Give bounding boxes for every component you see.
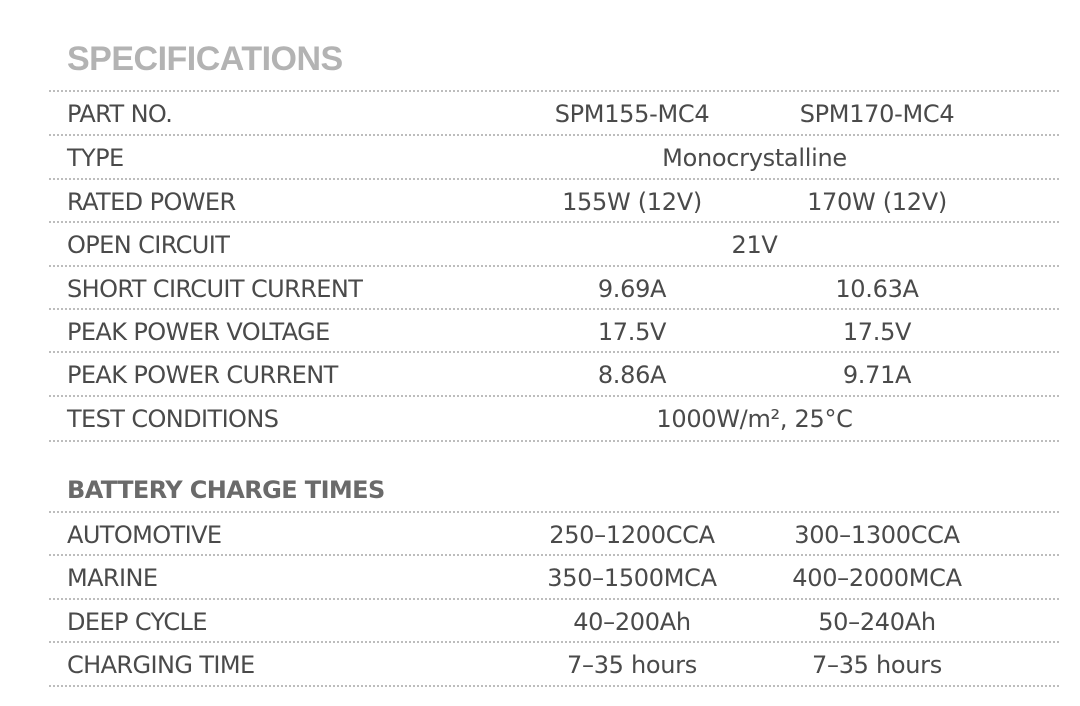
battery-section-header bbox=[67, 470, 1027, 510]
value-spm170: 10.63A bbox=[835, 275, 919, 303]
divider bbox=[49, 685, 1059, 687]
divider bbox=[49, 641, 1059, 643]
row-label: AUTOMOTIVE bbox=[67, 521, 222, 549]
divider bbox=[49, 265, 1059, 267]
value-spm155: 9.69A bbox=[597, 275, 667, 303]
value-spm155: 155W (12V) bbox=[562, 188, 702, 216]
row-label: SHORT CIRCUIT CURRENT bbox=[67, 275, 363, 303]
row-label: PEAK POWER VOLTAGE bbox=[67, 318, 330, 346]
divider bbox=[49, 554, 1059, 556]
divider bbox=[49, 351, 1059, 353]
value-spm170: 400–2000MCA bbox=[792, 564, 962, 592]
value-spm170: SPM170-MC4 bbox=[799, 100, 955, 128]
value-spm155: 40–200Ah bbox=[573, 608, 691, 636]
value-spm155: SPM155-MC4 bbox=[554, 100, 710, 128]
divider bbox=[49, 134, 1059, 136]
value-spm170: 300–1300CCA bbox=[794, 521, 960, 549]
divider bbox=[49, 90, 1059, 92]
row-label: OPEN CIRCUIT bbox=[67, 231, 230, 259]
divider bbox=[49, 308, 1059, 310]
spec-row-part-no bbox=[67, 94, 1027, 134]
value-spm170: 50–240Ah bbox=[818, 608, 936, 636]
value-spm155: 8.86A bbox=[597, 361, 667, 389]
value-spm155: 250–1200CCA bbox=[549, 521, 715, 549]
battery-row-charging-time bbox=[67, 645, 1027, 685]
divider bbox=[49, 511, 1059, 513]
value-spm170: 170W (12V) bbox=[807, 188, 947, 216]
value-shared: 21V bbox=[731, 231, 778, 259]
spec-row-open-circuit bbox=[67, 225, 1027, 265]
value-shared: 1000W/m², 25°C bbox=[656, 405, 853, 433]
battery-row-automotive bbox=[67, 515, 1027, 555]
row-label: MARINE bbox=[67, 564, 158, 592]
row-label: TYPE bbox=[67, 144, 124, 172]
divider bbox=[49, 221, 1059, 223]
battery-row-marine bbox=[67, 558, 1027, 598]
divider bbox=[49, 440, 1059, 442]
row-label: RATED POWER bbox=[67, 188, 236, 216]
section-title: BATTERY CHARGE TIMES bbox=[67, 476, 385, 504]
row-label: DEEP CYCLE bbox=[67, 608, 207, 636]
value-spm170: 9.71A bbox=[842, 361, 912, 389]
value-spm155: 350–1500MCA bbox=[547, 564, 717, 592]
spec-row-peak-power-voltage bbox=[67, 312, 1027, 352]
row-label: TEST CONDITIONS bbox=[67, 405, 279, 433]
page-title: SPECIFICATIONS bbox=[67, 40, 343, 78]
divider bbox=[49, 178, 1059, 180]
row-label: PEAK POWER CURRENT bbox=[67, 361, 338, 389]
spec-row-rated-power bbox=[67, 182, 1027, 222]
spec-row-type bbox=[67, 138, 1027, 178]
row-label: CHARGING TIME bbox=[67, 651, 255, 679]
value-shared: Monocrystalline bbox=[662, 144, 847, 172]
spec-row-test-conditions bbox=[67, 399, 1027, 439]
value-spm170: 7–35 hours bbox=[812, 651, 942, 679]
value-spm155: 17.5V bbox=[597, 318, 667, 346]
spec-row-short-circuit-current bbox=[67, 269, 1027, 309]
spec-row-peak-power-current bbox=[67, 355, 1027, 395]
battery-row-deep-cycle bbox=[67, 602, 1027, 642]
value-spm155: 7–35 hours bbox=[567, 651, 697, 679]
value-spm170: 17.5V bbox=[842, 318, 912, 346]
row-label: PART NO. bbox=[67, 100, 173, 128]
divider bbox=[49, 598, 1059, 600]
divider bbox=[49, 395, 1059, 397]
